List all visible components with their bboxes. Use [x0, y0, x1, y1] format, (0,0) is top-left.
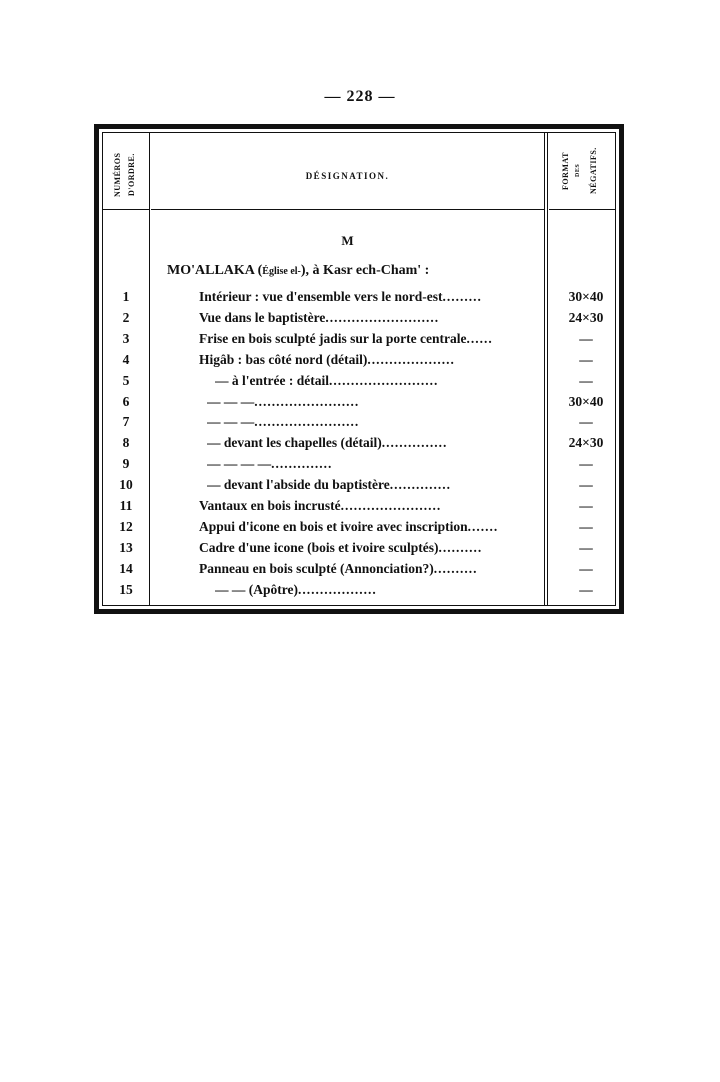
row-designation: [215, 373, 542, 389]
header-format: FORMAT: [561, 152, 570, 190]
row-number: 13: [119, 539, 133, 555]
row-leader-dots: ..........: [433, 560, 478, 576]
row-designation-text: Cadre d'une icone (bois et ivoire sculptés): [199, 539, 439, 555]
table-row: [103, 352, 623, 372]
row-leader-dots: ..........: [438, 539, 483, 555]
row-number: 7: [122, 414, 130, 430]
row-leader-dots: ......: [466, 330, 493, 346]
row-designation-text: — — (Apôtre): [215, 581, 298, 597]
page-number: — 228 —: [324, 88, 396, 105]
table-row: [103, 414, 623, 434]
row-leader-dots: ..........................: [325, 309, 440, 325]
row-number: 6: [122, 393, 130, 409]
table-row: [103, 456, 623, 476]
row-designation: [207, 477, 542, 493]
row-designation: [207, 394, 542, 410]
row-leader-dots: ...............: [381, 435, 448, 451]
header-designation: DÉSIGNATION.: [305, 171, 390, 181]
row-leader-dots: ..............: [271, 456, 333, 472]
row-designation-text: Panneau en bois sculpté (Annonciation?): [199, 560, 434, 576]
table-row: [103, 331, 623, 351]
header-rule-right: [549, 209, 615, 210]
row-designation: [207, 435, 542, 451]
table-row: [103, 435, 623, 455]
row-format: 24×30: [568, 435, 604, 451]
row-designation: [199, 310, 542, 326]
table-row: [103, 540, 623, 560]
table-row: [103, 289, 623, 309]
row-number: 1: [122, 289, 130, 304]
row-designation-text: Frise en bois sculpté jadis sur la porte centrale: [199, 330, 467, 346]
row-designation-text: — — —: [207, 393, 255, 409]
header-rule-left: [103, 209, 149, 210]
header-dordre: D'ORDRE.: [127, 153, 136, 197]
row-designation: [215, 582, 542, 598]
row-designation-text: Vantaux en bois incrusté: [199, 498, 341, 513]
row-designation: [199, 519, 542, 535]
row-designation-text: — — —: [207, 414, 255, 430]
row-format: 30×40: [568, 393, 604, 409]
site-title-smallcaps: Église el-: [262, 266, 301, 277]
row-designation-text: — — — —: [207, 456, 272, 472]
table-row: [103, 561, 623, 581]
row-number: 12: [119, 518, 133, 534]
table-row: [103, 394, 623, 414]
row-number: 15: [119, 581, 133, 597]
row-designation: [199, 540, 542, 556]
row-number: 9: [122, 456, 130, 472]
row-leader-dots: ........................: [254, 393, 360, 409]
row-designation-text: — à l'entrée : détail: [215, 372, 329, 388]
row-designation-text: Intérieur : vue d'ensemble vers le nord-est: [199, 289, 443, 304]
row-leader-dots: .......................: [340, 498, 442, 513]
row-designation: [199, 331, 542, 347]
site-title-rest: ), à Kasr ech-Cham' :: [300, 263, 430, 278]
row-leader-dots: ....................: [367, 351, 455, 367]
row-designation: [199, 498, 542, 514]
table-row: [103, 519, 623, 539]
row-designation-text: — devant l'abside du baptistère: [207, 477, 390, 493]
row-format: —: [579, 351, 593, 367]
row-number: 8: [122, 435, 130, 451]
row-number: 10: [119, 477, 133, 493]
table-row: [103, 582, 623, 602]
row-format: —: [579, 330, 593, 346]
row-format: —: [579, 498, 593, 513]
header-negatifs: NÉGATIFS.: [589, 147, 598, 195]
row-format: —: [579, 560, 593, 576]
table-row: [103, 310, 623, 330]
row-designation-text: — devant les chapelles (détail): [207, 435, 382, 451]
row-designation: [199, 352, 542, 368]
site-title: [167, 263, 429, 279]
row-designation: [199, 289, 542, 305]
row-format: —: [579, 518, 593, 534]
row-designation-text: Appui d'icone en bois et ivoire avec inscription: [199, 518, 468, 534]
row-leader-dots: ..................: [297, 581, 377, 597]
row-format: 24×30: [568, 309, 604, 325]
section-letter: M: [341, 233, 354, 248]
row-number: 2: [122, 309, 130, 325]
row-leader-dots: ........................: [254, 414, 360, 430]
row-number: 5: [122, 372, 130, 388]
row-leader-dots: .........................: [328, 372, 439, 388]
row-designation-text: Vue dans le baptistère: [199, 309, 326, 325]
row-leader-dots: ..............: [389, 477, 452, 493]
row-designation-text: Higâb : bas côté nord (détail): [199, 351, 368, 367]
row-number: 14: [119, 560, 133, 576]
site-title-main: MO'ALLAKA (: [167, 263, 263, 278]
row-designation: [199, 561, 542, 577]
catalog-table: [94, 124, 624, 614]
table-row: [103, 477, 623, 497]
row-format: —: [579, 539, 593, 555]
row-number: 3: [122, 330, 130, 346]
row-leader-dots: .........: [442, 289, 482, 304]
table-inner-frame: [102, 132, 616, 606]
row-format: —: [579, 414, 593, 430]
header-numeros: NUMÉROS: [113, 152, 122, 198]
table-row: [103, 373, 623, 393]
row-leader-dots: .......: [467, 518, 499, 534]
row-format: —: [579, 456, 593, 472]
row-format: 30×40: [568, 289, 604, 304]
row-format: —: [579, 581, 593, 597]
header-des: DES: [575, 163, 581, 177]
row-designation: [207, 456, 542, 472]
row-number: 11: [119, 498, 133, 513]
row-designation: [207, 414, 542, 430]
row-number: 4: [122, 351, 130, 367]
row-format: —: [579, 477, 593, 493]
table-row: [103, 498, 623, 518]
header-rule-middle: [151, 209, 544, 210]
row-format: —: [579, 372, 593, 388]
